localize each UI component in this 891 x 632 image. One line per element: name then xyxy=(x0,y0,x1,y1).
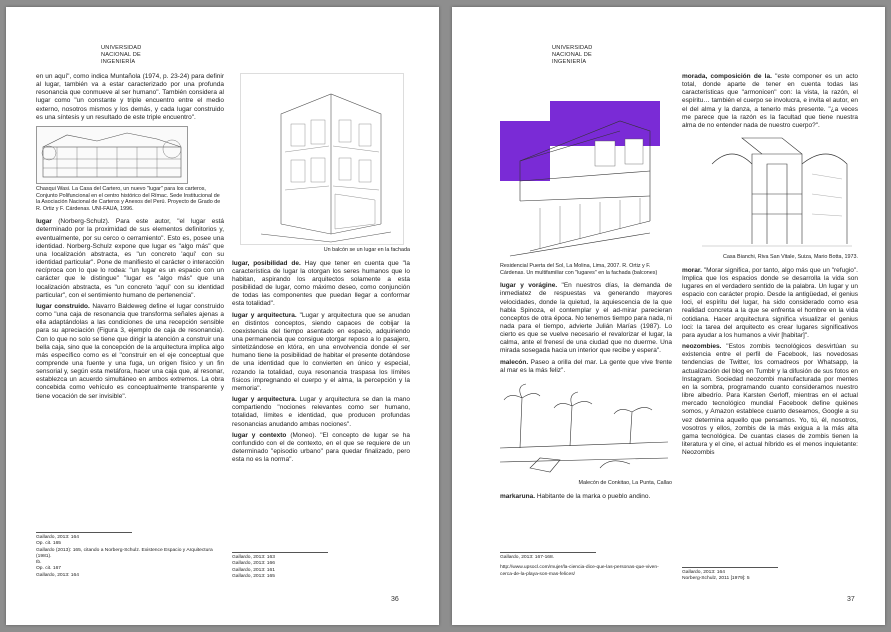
figure-malecon-sketch xyxy=(500,378,668,478)
right-column-2 xyxy=(682,73,858,460)
university-header xyxy=(552,45,592,66)
entry-lugar-contexto xyxy=(232,432,410,465)
footnote: Gallardo, 2013: 165 xyxy=(232,573,275,579)
figure-casa-bianchi xyxy=(702,134,852,252)
entry-text: "En nuestros días, la demanda de inmediatez de respuestas va generando mayores velocidades, donde la quietud, la aquiescencia de la que habla Spinoza, el contemplar y el ad-mirar parecieran conceptos de otra época. No tenemos tiempo para nada, ni nada para el tiempo, advierte Julián Marías (1987). Lo cierto es que se vuelve necesario el revalorizar el lugar, la calma, ante el frenesí de una ciudad que no duerme. Una mirada sosegada hacia un interior que recibe y espera". xyxy=(500,282,673,355)
entry-text: (Moneo). "El concepto de lugar se ha confundido con el de contexto, en el que se requiere de un determinado "episodio urbano" para quedar finalizado, pero esta no es la norma". xyxy=(232,431,410,464)
footnote-rule xyxy=(232,552,328,553)
entry-text: Lugar y arquitectura se dan la mano compartiendo "nociones relevantes como ser humano, totalidad, límites e identidad, que producen profundas resonancias anudando ambas nociones". xyxy=(232,396,410,428)
entry-text: (Norberg-Schulz). Para este autor, "el lugar está determinado por la proximidad de sus elementos definitorios y, eventualmente, por su cerco o cerramiento". Esto es, posee una identidad. Norberg-Schulz expone que lugar es "algo más" que una localización abstracta, es "un concreto 'aquí' con su identidad particular". Pone de manifiesto el carácter o interacción recíproca con lo que lo rodea: "un lugar es un espacio con un carácter que le distingue" "lugar es "algo más" que una localización abstracta, es "un concreto 'aquí' con su identidad particular", con el sentimiento humano de pertenencia". xyxy=(36,218,225,299)
footnote-rule xyxy=(500,552,596,553)
entry-text: "Morar significa, por tanto, algo más que un "refugio". Implica que los espacios donde se desarrolla la vida son lugares en el verdadero sentido de la palabra. Un lugar y un espacio con carácter propio. Desde la antigüedad, el genius loci, el espíritu del lugar, ha sido considerado como esa realidad concreta a la que se enfrenta el hombre en la vida cotidiana. Hacer arquitectura significa visualizar el genius loci: la tarea del arquitecto es crear lugares significativos para ayudar a los humanos a vivir [habitar]". xyxy=(682,266,858,339)
left-column-2 xyxy=(232,73,410,467)
entry-text: Paseo a orilla del mar. La gente que vive frente al mar es la más feliz". xyxy=(500,358,672,374)
header-line: INGENIERÍA xyxy=(101,59,136,65)
entry-lugar xyxy=(36,218,224,300)
figure-caption: Un balcón se un lugar en la fachada xyxy=(323,247,410,253)
footnote: Norberg-Schulz, 2011 [1979]: 5 xyxy=(682,576,750,582)
entry-morar xyxy=(682,267,858,340)
header-line: UNIVERSIDAD xyxy=(101,45,142,51)
entry-lugar-arquitectura xyxy=(232,312,410,394)
footnote: Gallardo, 2013: 164 xyxy=(36,572,79,578)
entry-term: lugar construido. xyxy=(36,302,90,310)
entry-term: morar. xyxy=(682,266,702,274)
footnotes-left-col2 xyxy=(232,552,402,580)
entry-text: "Estos zombis tecnológicos desvirtúan su existencia entre el perfil de Facebook, las novedosas tendencias de Twitter, los comadreos por Whatsapp, la actualización del blog en Tumblr y la difusión de sus fotos en Instagram. Sociedad neozombi manufacturada por mentes en la sombra, programando cuanto consideramos nuestro libre albedrío. Para Karsten Gerloff, mientras en el actual mercado tecnológico mundial Facebook define quiénes somos, y Amazon establece cuanto deseamos, Google a su vez determina aquello que pensamos. Yo, tú, él, nosotros, vosotros y ellos, zombis de la más exigua a la más alta gama tecnológica. De cuantas clases de zombis tienen la literatura y el cine, el actual híbrido es el menos inquietante: Neozombis xyxy=(682,343,858,457)
right-page xyxy=(452,7,885,625)
entry-neozombies xyxy=(682,343,858,457)
entry-lugar-voragine xyxy=(500,282,672,355)
entry-text: "Lugar y arquitectura que se anudan en distintos conceptos, siendo capaces de cobijar la coexistencia del tiempo asentado en espacio, adquiriendo una permanencia que consigue otorgar reposo a lo pasajero, sintetizándose en która, en una envolvencia donde el ser humano tiene la posibilidad de habitar el presente dotándose de una identidad que lo convierten en único y especial, rozando la totalidad, cuya resonancia traspasa los límites físicos impregnando el cuerpo y el alma, la percepción y la memoria". xyxy=(232,311,410,392)
entry-term: lugar y vorágine. xyxy=(500,282,558,290)
page-number: 37 xyxy=(847,596,855,603)
footnote: Gallardo, 2013: 161 xyxy=(232,567,275,573)
footnote: Gallardo, 2013: 164 xyxy=(36,535,79,540)
university-header xyxy=(101,45,141,66)
footnote: Op. cit. 165 xyxy=(36,541,62,547)
footnote: Ib. xyxy=(36,560,42,566)
entry-text: Habitante de la marka o pueblo andino. xyxy=(536,492,651,500)
left-page xyxy=(6,7,439,625)
footnote-rule xyxy=(36,532,132,533)
page-number: 36 xyxy=(391,596,399,603)
figure-caption: Residencial Puerta del Sol, La Molina, Lima, 2007. R. Ortiz y F. Cárdenas. Un multifamiliar con "lugares" en la fachada (balcones) xyxy=(500,263,658,276)
header-line: NACIONAL DE xyxy=(552,52,592,58)
entry-term: markaruna. xyxy=(500,492,536,500)
left-column-1 xyxy=(36,73,224,404)
footnotes-left-col1 xyxy=(36,532,216,579)
footnote: Op. cit. 167 xyxy=(36,566,62,572)
entry-term: neozombies. xyxy=(682,343,722,351)
entry-term: lugar y contexto xyxy=(232,431,287,439)
figure-caption: Casa Bianchi, Riva San Vitale, Suiza, Mario Botta, 1973. xyxy=(722,254,858,261)
footnote-rule xyxy=(682,567,778,568)
entry-morada xyxy=(682,73,858,130)
figure-chasqui-wasi xyxy=(36,126,188,184)
right-column-1 xyxy=(500,73,672,504)
entry-text: "este componer es un acto total, donde aparte de tener en cuenta todas las características que "armonicen" con: la vista, la razón, el espíritu… también el cuerpo se involucra, e invita el autor, en el del alma y la danza, a tenerlo más presente. "¿a veces me parece que la razón es la facultad que tiene nuestra alma de no entender nada de nuestro cuerpo?". xyxy=(682,73,858,129)
footnote: Gallardo, 2013: 166 xyxy=(232,561,275,567)
entry-term: lugar xyxy=(36,218,52,226)
entry-lugar-posibilidad xyxy=(232,260,410,309)
footnote: Gallardo, 2013: 164 xyxy=(682,570,725,575)
entry-term: morada, composición de la. xyxy=(682,73,772,80)
footnotes-right-col1 xyxy=(500,552,670,578)
footnote-link[interactable]: http://www.upsocl.com/mujer/la-ciencia-dice-que-las-personas-que-viven-cerca-de-la-playa-son-mas-felices/ xyxy=(500,565,659,577)
header-line: INGENIERÍA xyxy=(552,59,587,65)
entry-markaruna xyxy=(500,493,672,501)
entry-term: malecón. xyxy=(500,358,529,366)
entry-text: Hay que tener en cuenta que "la característica de lugar la otorgan los seres humanos que lo habitan, aspirando los arquitectos solamente a esta posibilidad de lugar, como máximo deseo, como conjunción de todas las componentes que puedan llegar a conformar esta totalidad". xyxy=(232,259,410,308)
entry-malecon xyxy=(500,359,672,375)
footnote: Gallardo, 2013: 167-168. xyxy=(500,555,555,560)
entry-lugar-construido xyxy=(36,303,224,401)
footnote: Gallardo, 2013: 163 xyxy=(232,555,275,560)
figure-caption: Chasqui Wasi. La Casa del Cartero, un nuevo "lugar" para los carteros, Conjunto Polifuncional en el centro histórico del Rímac. Sede Institucional de la Asociación Nacional de Carteros y Anexos del Perú. Proyecto de Grado de R. Ortiz y F. Cárdenas. UNI-FAUA, 1996. xyxy=(36,185,221,212)
intro-paragraph: en un aquí", como indica Muntañola (1974, p. 23-24) para definir al lugar, también va a estar caracterizado por una profunda resonancia que conmueve al ser humano". También considera al lugar como "un constante y triple encuentro entre el medio externo, nosotros mismos y los demás, y cada lugar construido es una síntesis y un resultado de este triple encuentro". xyxy=(36,73,224,121)
footnotes-right-col2 xyxy=(682,567,852,583)
entry-term: lugar y arquitectura. xyxy=(232,396,297,404)
entry-term: lugar y arquitectura. xyxy=(232,311,297,319)
figure-balcony-building xyxy=(240,73,404,245)
entry-term: lugar, posibilidad de. xyxy=(232,259,301,267)
header-line: UNIVERSIDAD xyxy=(552,45,593,51)
entry-lugar-arquitectura-2 xyxy=(232,396,410,429)
footnote: Gallardo (2013): 165, citando a Norberg-Schulz. Existence Espacio y Arquitectura (1981). xyxy=(36,547,213,559)
header-line: NACIONAL DE xyxy=(101,52,141,58)
figure-caption: Malecón de Conkitao, La Punta, Callao xyxy=(578,479,672,486)
entry-text: Navarro Baldeweg define el lugar construido como "una caja de resonancia que transforma señales ajenas a ella adaptándolas a las condiciones de una recepción sensible para su apreciación (Figura 3, ejemplo de caja de resonancia). Con lo que no solo se tiene que dirigir la atención a construir una bella caja, sino que la concepción de la arquitectura implica algo más específico como es el "construir en el eje conceptual que comprende una fuente y una fuga, un origen físico y un fin sensorial y, según esta metáfora, hacer una caja que, al resonar, establezca un acuerdo simultáneo en ambos extremos. La obra concebida como vehículo es conceptualmente transparente y tiene vocación de ser invisible". xyxy=(36,302,224,400)
figure-residencial xyxy=(500,101,660,261)
